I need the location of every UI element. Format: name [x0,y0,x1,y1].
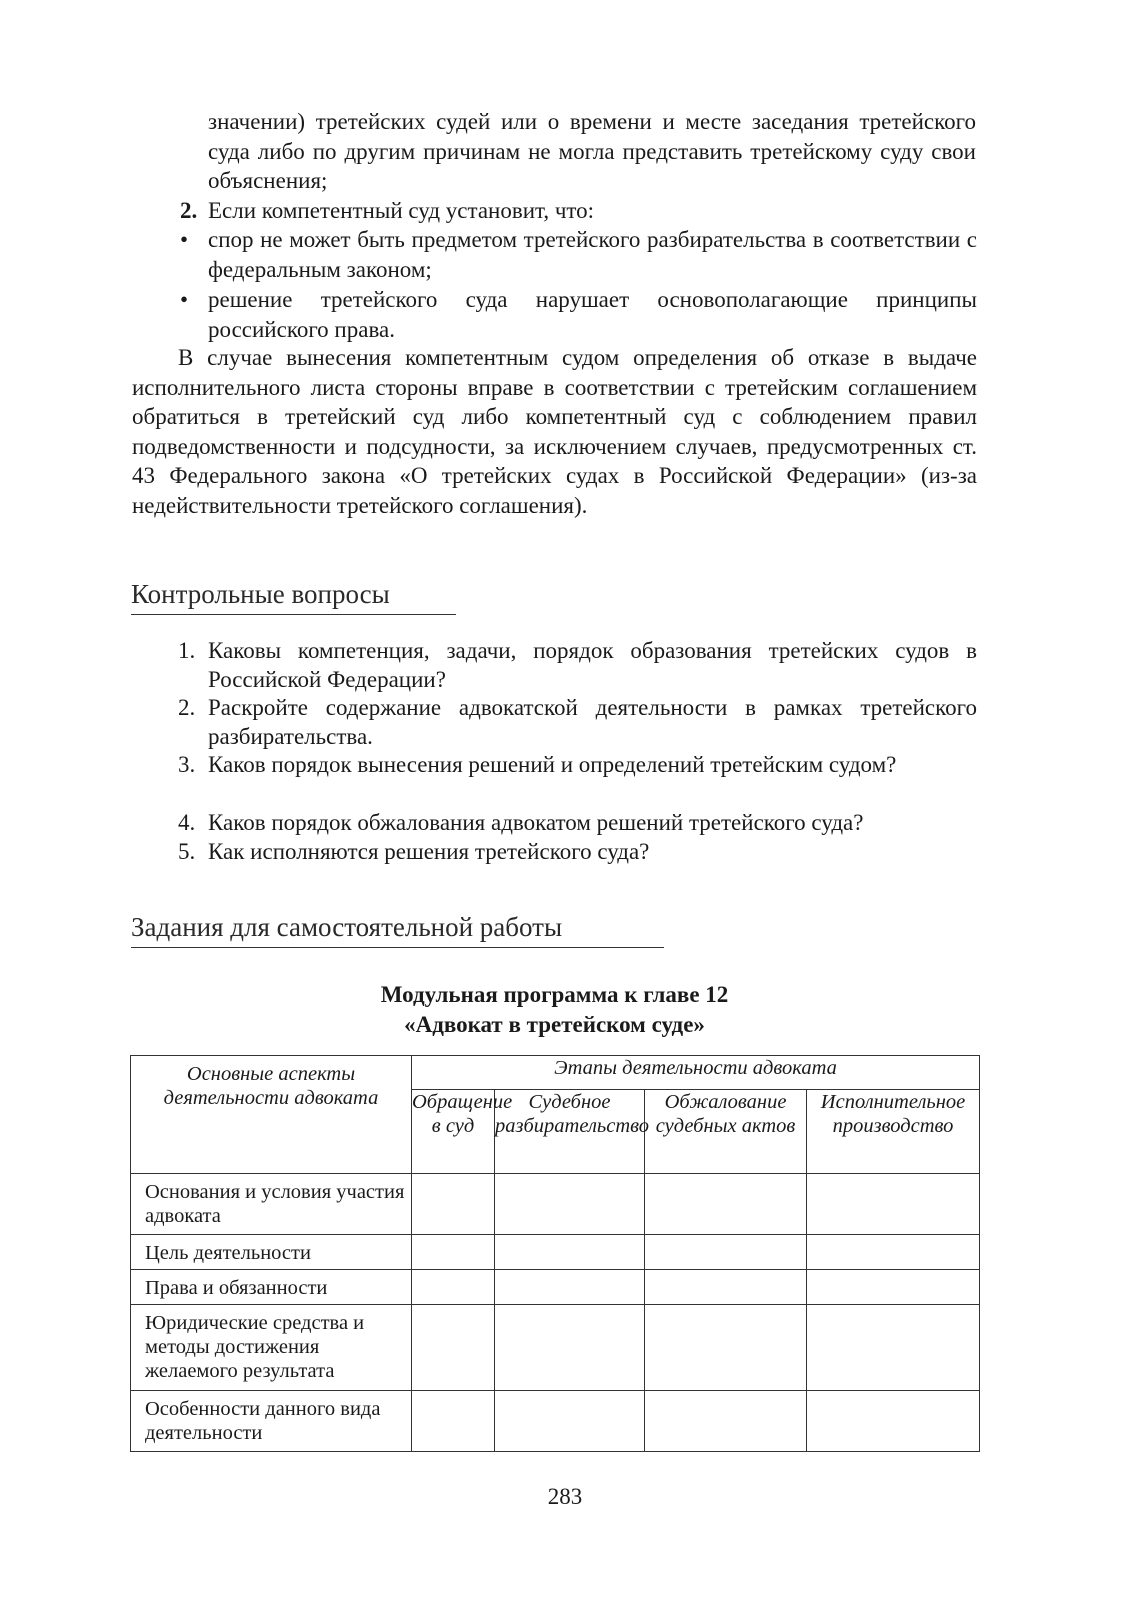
table-row [131,1391,980,1452]
list-item-text: Если компетентный суд установит, что: [208,198,595,223]
table-cell [495,1235,645,1270]
bullet-text: решение третейского суда нарушает основополагающие принципы российского права. [208,287,977,342]
question-text: Каков порядок вынесения решений и определений третейским судом? [208,752,897,777]
page-number: 283 [547,1484,583,1509]
question-item [178,693,977,751]
bullet-icon: • [180,227,189,252]
table-cell [412,1305,495,1391]
question-item [178,750,977,779]
row-label: Особенности данного вида деятельности [131,1391,412,1452]
list-number: 2. [180,198,198,223]
table-row [131,1305,980,1391]
column-header: Исполнительное производство [807,1090,980,1174]
bullet-item-1 [180,225,977,284]
row-label: Цель деятельности [131,1235,412,1270]
table-cell [495,1174,645,1235]
section-underline [131,614,456,615]
section-title-tasks: Задания для самостоятельной работы [131,912,563,942]
table-header-row [131,1056,980,1090]
table-cell [807,1235,980,1270]
question-item [178,636,977,694]
question-text: Каков порядок обжалования адвокатом решений третейского суда? [208,810,864,835]
column-header: Обжалование судебных актов [645,1090,807,1174]
continued-paragraph: значении) третейских судей или о времени и месте заседания третейского суда либо по другим причинам не могла представить третейскому суду свои объяснения; [208,109,976,194]
table-group-header: Этапы деятельности адвоката [412,1056,980,1090]
question-number: 1. [178,638,196,663]
table-cell [412,1391,495,1452]
table-subtitle: «Адвокат в третейском суде» [404,1012,705,1037]
bullet-text: спор не может быть предметом третейского разбирательства в соответствии с федеральным законом; [208,227,977,282]
question-number: 2. [178,695,196,720]
column-header: Обращение в суд [412,1090,495,1174]
table-cell [807,1391,980,1452]
question-text: Раскройте содержание адвокатской деятельности в рамках третейского разбирательства. [208,695,977,749]
list-item-2 [180,196,977,226]
table-cell [495,1305,645,1391]
table-row [131,1174,980,1235]
body-paragraph: В случае вынесения компетентным судом определения об отказе в выдаче исполнительного листа стороны вправе в соответствии с третейским соглашением обратиться в третейский суд либо компетентный суд с соблюдением правил подведомственности и подсудности, за исключением случаев, предусмотренных ст. 43 Федерального закона «О третейских судах в Российской Федерации» (из-за недействительности третейского соглашения). [132,345,977,518]
table-cell [412,1270,495,1305]
table-cell [412,1174,495,1235]
question-item [178,837,977,866]
table-cell [645,1391,807,1452]
table-corner-header: Основные аспекты деятельности адвоката [131,1056,412,1174]
module-program-table [130,1055,980,1452]
table-title: Модульная программа к главе 12 [380,982,729,1007]
row-label: Основания и условия участия адвоката [131,1174,412,1235]
question-text: Как исполняются решения третейского суда? [208,839,650,864]
table-row [131,1270,980,1305]
table-cell [645,1270,807,1305]
bullet-item-2 [180,285,977,344]
bullet-icon: • [180,287,189,312]
row-label: Юридические средства и методы достижения желаемого результата [131,1305,412,1391]
column-header: Судебное разбирательство [495,1090,645,1174]
section-underline [131,947,664,948]
question-number: 3. [178,752,196,777]
table-cell [645,1235,807,1270]
question-item [178,808,977,837]
row-label: Права и обязанности [131,1270,412,1305]
table-cell [412,1235,495,1270]
question-number: 4. [178,810,196,835]
question-number: 5. [178,839,196,864]
table-cell [645,1305,807,1391]
question-text: Каковы компетенция, задачи, порядок образования третейских судов в Российской Федерации? [208,638,977,692]
table-cell [495,1270,645,1305]
table-cell [807,1270,980,1305]
table-row [131,1235,980,1270]
table-cell [807,1174,980,1235]
table-cell [807,1305,980,1391]
table-cell [645,1174,807,1235]
section-title-control-questions: Контрольные вопросы [131,579,390,609]
table-cell [495,1391,645,1452]
